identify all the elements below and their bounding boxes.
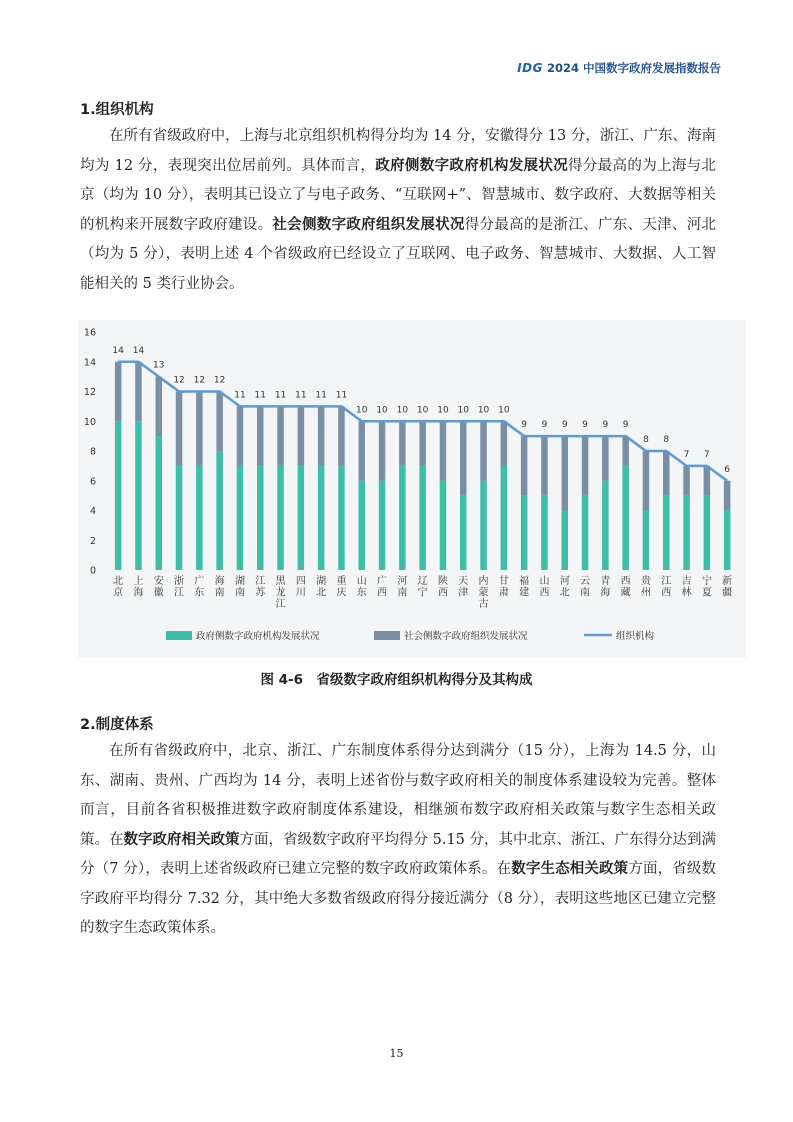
data-label: 12 — [213, 375, 226, 386]
bar-government-side — [602, 481, 609, 570]
y-tick-label: 0 — [89, 565, 96, 577]
x-tick-label: 浙江 — [174, 576, 185, 599]
x-tick-label: 北京 — [113, 576, 124, 599]
x-tick-label: 天津 — [458, 576, 469, 599]
bar-government-side — [480, 481, 487, 570]
bar-government-side — [216, 451, 223, 570]
report-title: 2024 中国数字政府发展指数报告 — [546, 61, 721, 75]
bar-society-side — [480, 421, 487, 481]
y-tick-label: 12 — [83, 387, 96, 398]
data-label: 10 — [498, 405, 510, 416]
bar-government-side — [135, 421, 142, 570]
bar-government-side — [460, 496, 467, 570]
data-label: 12 — [193, 375, 206, 386]
page-header — [517, 60, 721, 76]
x-tick-label: 宁夏 — [701, 576, 712, 599]
x-tick-label: 陕西 — [437, 576, 448, 599]
bar-government-side — [115, 421, 122, 570]
section2-paragraph — [80, 737, 716, 944]
bar-government-side — [724, 511, 731, 571]
bar-government-side — [156, 436, 163, 570]
x-tick-label: 甘肃 — [498, 576, 509, 599]
x-tick-label: 四川 — [295, 576, 306, 599]
bar-government-side — [257, 466, 264, 570]
x-tick-label: 辽宁 — [417, 576, 428, 599]
x-tick-label: 西藏 — [620, 576, 631, 599]
bar-government-side — [419, 466, 426, 570]
bar-society-side — [419, 421, 426, 466]
x-tick-label: 广东 — [194, 576, 205, 599]
bar-government-side — [359, 481, 366, 570]
data-label: 11 — [295, 390, 307, 401]
bar-society-side — [176, 392, 183, 466]
data-label: 11 — [335, 390, 348, 401]
x-tick-label: 黑龙江 — [275, 576, 286, 610]
data-label: 9 — [602, 420, 609, 431]
x-tick-label: 青海 — [600, 576, 611, 599]
x-tick-label: 河北 — [559, 576, 570, 599]
data-label: 11 — [315, 390, 327, 401]
bar-society-side — [582, 436, 589, 496]
bar-government-side — [663, 496, 670, 570]
bar-society-side — [724, 481, 731, 511]
text-run: 在所有省级政府中，北京、浙江、广东制度体系得分达到满分（15 分），上海为 14.5 分，山东、湖南、贵州、广西均为 14 分，表明上述省份与数字政府相关的制度体系建设较为完善。整体而言，目前各省积极推进数字政府制度体系建设，相继颁布数字政府相关政策与数字生态相关政策。在 — [80, 743, 716, 848]
bar-government-side — [521, 496, 528, 570]
bar-government-side — [622, 466, 629, 570]
bar-government-side — [277, 466, 284, 570]
x-tick-label: 广西 — [377, 576, 388, 599]
text-run: 得分最高的是浙江、广东、天津、河北（均为 5 分），表明上述 4 个省级政府已经设立了互联网、电子政务、智慧城市、大数据、人工智能相关的 5 类行业协会。 — [80, 216, 717, 292]
bar-society-side — [440, 421, 447, 481]
data-label: 9 — [521, 420, 528, 431]
bold-term: 数字生态相关政策 — [511, 861, 629, 877]
x-tick-label: 贵州 — [640, 576, 651, 599]
y-tick-label: 4 — [89, 506, 96, 517]
text-run: 方面，省级数字政府平均得分 5.15 分，其中北京、浙江、广东得分达到满分（7 分），表明上述省级政府已建立完整的数字政府政策体系。在 — [80, 831, 717, 877]
legend-label-government: 政府侧数字政府机构发展状况 — [196, 631, 320, 642]
y-tick-label: 2 — [89, 535, 96, 547]
x-tick-label: 江西 — [661, 576, 672, 599]
bold-term: 社会侧数字政府组织发展状况 — [272, 216, 465, 233]
bar-society-side — [622, 436, 629, 466]
bar-society-side — [602, 436, 609, 481]
bar-society-side — [115, 362, 122, 422]
x-tick-label: 山西 — [539, 576, 550, 599]
text-run: 方面，省级数字政府平均得分 7.32 分，其中绝大多数省级政府得分接近满分（8 分），表明这些地区已建立完整的数字生态政策体系。 — [80, 861, 716, 936]
section2-heading: 2.制度体系 — [80, 717, 154, 733]
org-score-chart — [78, 320, 746, 658]
x-tick-label: 河南 — [397, 576, 408, 599]
x-tick-label: 上海 — [133, 576, 144, 599]
data-label: 10 — [376, 405, 388, 416]
bar-society-side — [541, 436, 548, 496]
bar-society-side — [683, 466, 690, 496]
bar-society-side — [156, 377, 163, 437]
x-tick-label: 江苏 — [255, 576, 266, 599]
bar-society-side — [338, 406, 345, 466]
x-tick-label: 内蒙古 — [478, 576, 489, 610]
bar-government-side — [541, 496, 548, 570]
bar-government-side — [318, 466, 325, 570]
bar-government-side — [298, 466, 305, 570]
bar-government-side — [176, 466, 183, 570]
figure-caption: 图 4-6 省级数字政府组织机构得分及其构成 — [260, 672, 533, 688]
bold-term: 政府侧数字政府机构发展状况 — [375, 157, 569, 174]
data-label: 12 — [173, 375, 185, 386]
idg-logo: IDG — [517, 61, 543, 75]
bar-society-side — [135, 362, 142, 422]
bar-government-side — [683, 496, 690, 570]
data-label: 6 — [724, 464, 731, 475]
y-tick-label: 10 — [83, 416, 96, 428]
bar-society-side — [704, 466, 711, 496]
data-label: 8 — [643, 435, 649, 445]
bar-government-side — [196, 466, 203, 570]
bar-government-side — [643, 511, 650, 571]
bar-society-side — [643, 451, 650, 511]
y-tick-label: 14 — [83, 357, 96, 369]
data-label: 9 — [561, 420, 568, 431]
bar-society-side — [562, 436, 569, 510]
data-label: 11 — [274, 390, 287, 401]
data-label: 9 — [582, 420, 588, 431]
bar-government-side — [338, 466, 345, 570]
legend-swatch-society — [374, 631, 400, 640]
x-tick-label: 湖南 — [234, 576, 245, 599]
data-label: 10 — [396, 405, 409, 416]
bar-society-side — [257, 406, 264, 466]
chart-svg — [78, 320, 746, 658]
bar-government-side — [562, 511, 569, 571]
bar-government-side — [501, 466, 508, 570]
data-label: 11 — [234, 390, 246, 401]
data-label: 10 — [356, 405, 368, 416]
data-label: 8 — [663, 435, 670, 445]
bar-society-side — [216, 392, 223, 452]
bar-government-side — [440, 481, 447, 570]
data-label: 10 — [416, 405, 429, 416]
x-tick-label: 海南 — [214, 576, 225, 599]
bar-society-side — [196, 392, 203, 466]
text-run: 得分最高的为上海与北京（均为 10 分），表明其已设立了与电子政务、“互联网+”、智慧城市、数字政府、大数据等相关的机构来开展数字政府建设。 — [80, 157, 717, 233]
x-tick-label: 新疆 — [722, 576, 733, 599]
bar-society-side — [460, 421, 467, 495]
data-label: 7 — [683, 449, 690, 460]
section1-heading: 1.组织机构 — [80, 102, 154, 118]
data-label: 10 — [457, 405, 469, 416]
bar-government-side — [379, 481, 386, 570]
x-tick-label: 云南 — [580, 576, 591, 599]
bar-society-side — [359, 421, 366, 481]
data-label: 10 — [437, 405, 449, 416]
legend-label-society: 社会侧数字政府组织发展状况 — [404, 631, 528, 642]
x-tick-label: 福建 — [519, 576, 530, 599]
x-tick-label: 湖北 — [316, 576, 327, 599]
data-label: 13 — [153, 360, 165, 371]
bar-society-side — [663, 451, 670, 496]
legend-label-total: 组织机构 — [616, 631, 655, 642]
data-label: 10 — [477, 405, 490, 416]
legend-swatch-government — [166, 631, 192, 640]
data-label: 7 — [703, 449, 710, 460]
data-label: 9 — [622, 420, 629, 431]
bar-government-side — [582, 496, 589, 570]
y-tick-label: 16 — [83, 327, 96, 339]
x-tick-label: 山东 — [356, 576, 367, 599]
x-tick-label: 重庆 — [336, 576, 347, 599]
y-tick-label: 6 — [89, 476, 96, 488]
bar-government-side — [237, 466, 244, 570]
data-label: 14 — [112, 345, 124, 356]
bar-government-side — [704, 496, 711, 570]
bar-society-side — [298, 406, 305, 466]
bar-society-side — [379, 421, 386, 481]
bar-society-side — [501, 421, 508, 466]
y-tick-label: 8 — [89, 446, 96, 458]
bar-government-side — [399, 466, 406, 570]
x-tick-label: 吉林 — [681, 576, 692, 599]
text-run: 在所有省级政府中，上海与北京组织机构得分均为 14 分，安徽得分 13 分，浙江、广东、海南均为 12 分，表现突出位居前列。具体而言， — [80, 128, 716, 174]
bar-society-side — [399, 421, 406, 466]
bar-society-side — [237, 406, 244, 466]
section1-paragraph — [80, 122, 716, 299]
page-number: 15 — [389, 1047, 404, 1060]
bar-society-side — [277, 406, 284, 466]
bold-term: 数字政府相关政策 — [123, 831, 240, 848]
bar-society-side — [318, 406, 325, 466]
x-tick-label: 安徽 — [153, 576, 164, 599]
bar-society-side — [521, 436, 528, 496]
data-label: 11 — [254, 390, 266, 401]
data-label: 14 — [132, 345, 145, 356]
data-label: 9 — [541, 420, 548, 431]
